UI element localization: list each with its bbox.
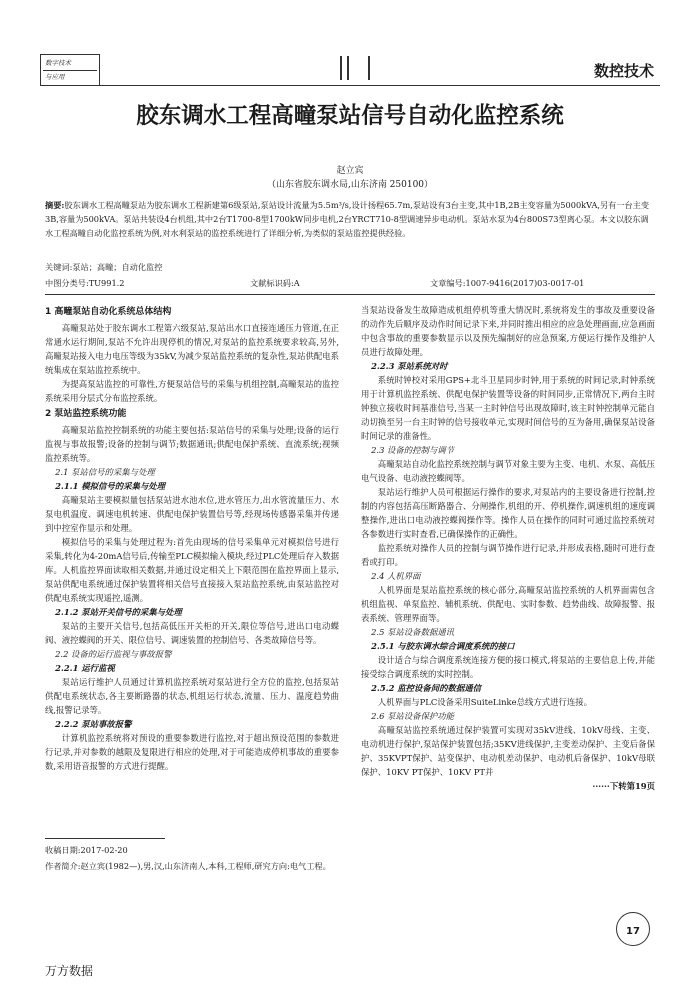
paragraph: 高疃泵站主要模拟量包括泵站进水池水位,进水管压力,出水管流量压力、水泵电机温度、调速电机转速、供配电保护装置信号等,经现场传感器采集并传递到中控室作显示和处理。 bbox=[45, 495, 339, 533]
subsubsection-heading: 2.1.1 模拟信号的采集与处理 bbox=[55, 481, 166, 491]
right-column bbox=[361, 303, 655, 793]
document-code: 文献标识码:A bbox=[250, 278, 300, 288]
continued-note: ······下转第19页 bbox=[592, 781, 655, 791]
subsubsection-heading: 2.2.1 运行监视 bbox=[55, 663, 115, 673]
section-heading: 1 高疃泵站自动化系统总体结构 bbox=[45, 307, 172, 317]
subsection-heading: 2.5 泵站设备数据通讯 bbox=[371, 627, 455, 637]
section-name: 数控技术 bbox=[593, 62, 654, 80]
column-label-2: 与应用 bbox=[45, 73, 65, 81]
keywords: 关键词:泵站；高疃；自动化监控 bbox=[45, 262, 163, 272]
running-header bbox=[40, 54, 660, 86]
paragraph: 计算机监控系统将对预设的重要参数进行监控,对于超出预设范围的参数进行记录,并对参数的越限及复限进行相应的处理,对于可能造成停机事故的重要参数,采用语音报警的方式进行提醒。 bbox=[45, 733, 339, 771]
paragraph: 泵站的主要开关信号,包括高低压开关柜的开关,限位等信号,进出口电动蝶阀、液控蝶阀的开关、限位信号、调速装置的控制信号、各类故障信号等。 bbox=[45, 621, 339, 645]
page-number-badge bbox=[616, 912, 650, 946]
subsection-heading: 2.3 设备的控制与调节 bbox=[371, 445, 455, 455]
author: 赵立宾 bbox=[336, 166, 364, 176]
affiliation: （山东省胶东调水局,山东济南 250100） bbox=[266, 180, 434, 190]
subsubsection-heading: 2.5.2 监控设备间的数据通信 bbox=[371, 683, 482, 693]
paragraph: 系统时钟校对采用GPS+北斗卫星同步时钟,用于系统的时间记录,时钟系统用于计算机监控系统、供配电保护装置等设备的时间同步,正常情况下,两台主时钟独立接收时间基准信号,当某一主时钟信号出现故障时,该主时钟控制单元能自动切换至另一台主时钟的信号接收单元,实现时间信号的互为备用,确保泵站设备时间记录的准备性。 bbox=[361, 375, 655, 441]
section-heading: 2 泵站监控系统功能 bbox=[45, 409, 127, 419]
abstract-text: 胶东调水工程高疃泵站为胶东调水工程新建第6级泵站,泵站设计流量为5.5m³/s,设计扬程65.7m,泵站设有3台主变,其中1B,2B主变容量为5000kVA,另有一台主变3B,容量为500kVA。泵站共装设4台机组,其中2台T1700-8型1700kW同步电机,2台YRCT710-8型调速异步电动机。泵站水泵为4台800S73型离心泵。本文以胶东调水工程高疃自动化监控系统为例,对水利泵站的监控系统进行了详细分析,为类似的泵站监控提供经验。 bbox=[45, 200, 650, 238]
paragraph: 模拟信号的采集与处理过程为:首先由现场的信号采集单元对模拟信号进行采集,转化为4-20mA信号后,传输至PLC模拟输入模块,经过PLC处理后存入数据库。人机监控界面读取相关数据,并通过设定相关上下限范围在监控界面上显示,泵站供配电系统通过保护装置将相关信号直接接入泵站监控系统,由泵站监控对供配电系统实现遥控,遥测。 bbox=[45, 537, 339, 603]
watermark: 万方数据 bbox=[45, 964, 94, 978]
subsubsection-heading: 2.2.3 泵站系统对时 bbox=[371, 361, 448, 371]
journal-column-box bbox=[40, 54, 100, 86]
header-rule bbox=[40, 85, 660, 86]
footnote bbox=[45, 842, 445, 874]
paragraph: 为提高泵站监控的可靠性,方便泵站信号的采集与机组控制,高疃泵站的监控系统采用分层式分布监控系统。 bbox=[45, 379, 339, 403]
paragraph: 当泵站设备发生故障造成机组停机等重大情况时,系统将发生的事故及重要设备的动作先后顺序及动作时间记录下来,并同时推出相应的应急处理画面,应急画面中包含事故的重要参数显示以及预先编制好的应急预案,方便运行操作及维护人员进行故障处理。 bbox=[361, 305, 655, 357]
subsection-heading: 2.6 泵站设备保护功能 bbox=[371, 711, 455, 721]
paragraph: 高疃泵站自动化监控系统控制与调节对象主要为主变、电机、水泵、高低压电气设备、电动液控蝶阀等。 bbox=[361, 459, 655, 483]
clc-number: 中图分类号:TU991.2 bbox=[45, 278, 125, 288]
meta-rule bbox=[45, 294, 655, 295]
footnote-rule bbox=[45, 838, 165, 839]
subsection-heading: 2.2 设备的运行监视与事故报警 bbox=[55, 649, 172, 659]
paragraph: 监控系统对操作人员的控制与调节操作进行记录,并形成表格,随时可进行查看或打印。 bbox=[361, 543, 655, 567]
subsubsection-heading: 2.2.2 泵站事故报警 bbox=[55, 719, 132, 729]
paragraph: 高疃泵站监控控制系统的功能主要包括:泵站信号的采集与处理;设备的运行监视与事故报警;设备的控制与调节;数据通讯;供配电保护系统、直流系统;视频监控系统等。 bbox=[45, 425, 339, 463]
paragraph: 泵站运行维护人员可根据运行操作的要求,对泵站内的主要设备进行控制,控制的内容包括高压断路器合、分闸操作,机组的开、停机操作,调速机组的速度调整操作,进出口电动液控蝶阀操作等。操作人员在操作的同时可通过监控系统对各参数进行实时查看,已确保操作的正确性。 bbox=[361, 487, 655, 539]
article-number: 文章编号:1007-9416(2017)03-0017-01 bbox=[430, 278, 585, 288]
page-number: 17 bbox=[626, 926, 640, 937]
author-bio: 作者简介:赵立宾(1982—),男,汉,山东济南人,本科,工程师,研究方向:电气工程。 bbox=[45, 861, 331, 871]
abstract-label: 摘要: bbox=[45, 200, 65, 210]
abstract bbox=[45, 198, 655, 240]
header-decor-bars bbox=[340, 56, 378, 80]
column-label-1: 数字技术 bbox=[45, 59, 71, 67]
received-date: 收稿日期:2017-02-20 bbox=[45, 845, 128, 855]
subsection-heading: 2.4 人机界面 bbox=[371, 571, 421, 581]
left-column bbox=[45, 303, 339, 773]
paragraph: 人机界面是泵站监控系统的核心部分,高疃泵站监控系统的人机界面需包含机组监视、单泵监控、辅机系统、供配电、实时参数、趋势曲线、故障报警、报表系统、管理界面等。 bbox=[361, 585, 655, 623]
subsubsection-heading: 2.1.2 泵站开关信号的采集与处理 bbox=[55, 607, 182, 617]
paragraph: 泵站运行维护人员通过计算机监控系统对泵站进行全方位的监控,包括泵站供配电系统状态,各主要断路器的状态,机组运行状态,流量、压力、温度趋势曲线,报警记录等。 bbox=[45, 677, 339, 715]
box-divider bbox=[43, 70, 97, 71]
paragraph: 人机界面与PLC设备采用SuiteLinke总线方式进行连接。 bbox=[377, 697, 592, 707]
paragraph: 高疃泵站处于胶东调水工程第六级泵站,泵站出水口直接连通压力管道,在正常通水运行期间,泵站不允许出现停机的情况,对泵站的监控系统要求较高,另外,高疃泵站接入电力电压等级为35kV,为减少泵站监控系统的复杂性,泵站供配电系统集成在泵站监控系统中。 bbox=[45, 323, 339, 375]
subsection-heading: 2.1 泵站信号的采集与处理 bbox=[55, 467, 155, 477]
subsubsection-heading: 2.5.1 与胶东调水综合调度系统的接口 bbox=[371, 641, 515, 651]
paragraph: 设计适合与综合调度系统连接方便的接口模式,将泵站的主要信息上传,并能接受综合调度系统的实时控制。 bbox=[361, 655, 655, 679]
article-title: 胶东调水工程高疃泵站信号自动化监控系统 bbox=[136, 103, 564, 129]
paragraph: 高疃泵站监控系统通过保护装置可实现对35kV进线、10kV母线、主变、电动机进行保护,泵站保护装置包括;35KV进线保护,主变差动保护、主变后备保护、35KVPT保护、站变保护、电动机差动保护、电动机后备保护、10kV母联保护、10KV PT保护、10KV PT并 bbox=[361, 725, 655, 777]
